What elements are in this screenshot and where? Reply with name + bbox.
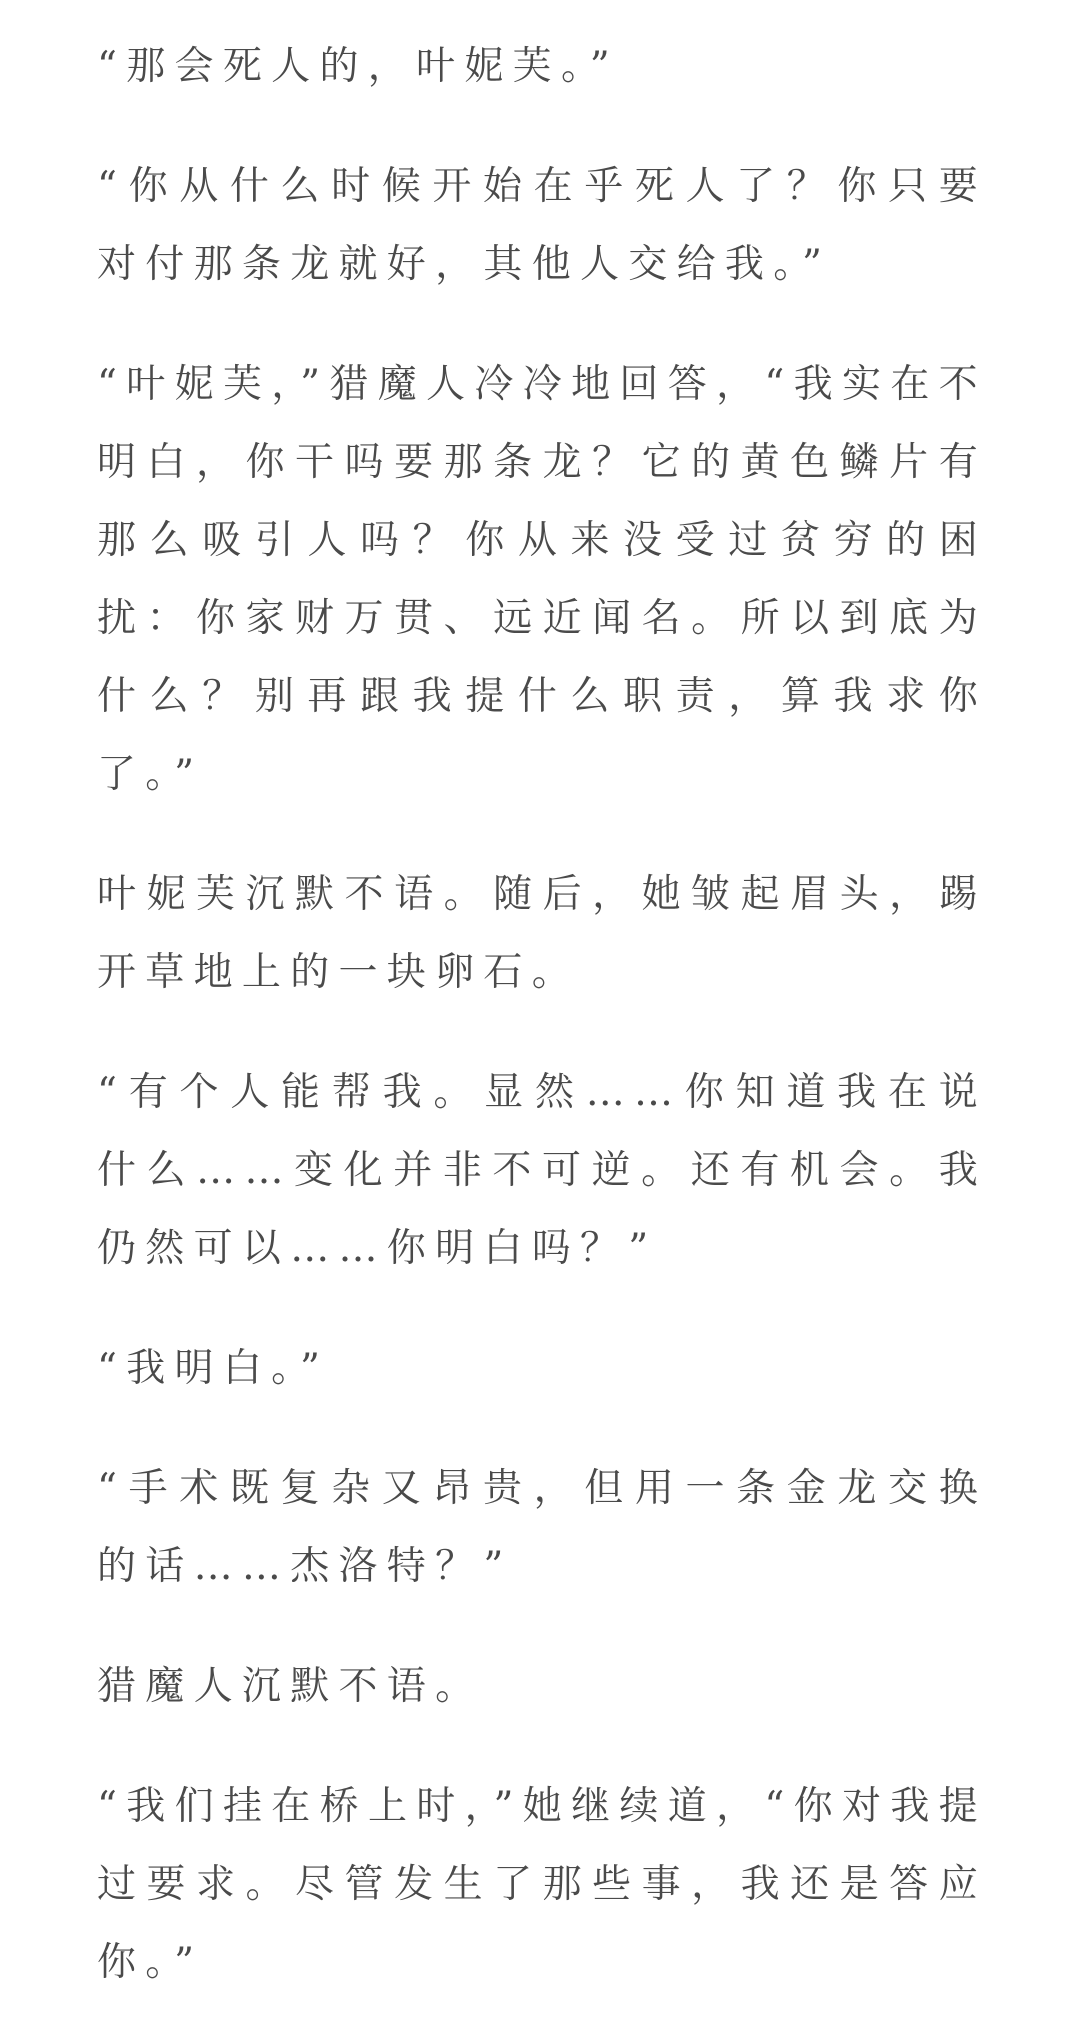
paragraph: “我们挂在桥上时，”她继续道，“你对我提过要求。尽管发生了那些事，我还是答应你。” [97,1784,987,1985]
paragraph: 叶妮芙沉默不语。随后，她皱起眉头，踢开草地上的一块卵石。 [97,872,987,995]
paragraph: “有个人能帮我。显然……你知道我在说什么……变化并非不可逆。还有机会。我仍然可以……你明白吗？” [97,1070,987,1271]
paragraph: 猎魔人沉默不语。 [97,1664,484,1709]
paragraph: “叶妮芙，”猎魔人冷冷地回答，“我实在不明白，你干吗要那条龙？它的黄色鳞片有那么吸引人吗？你从来没受过贫穷的困扰：你家财万贯、远近闻名。所以到底为什么？别再跟我提什么职责，算我求你了。” [97,362,987,797]
paragraph: “我明白。” [97,1346,330,1391]
reading-page [97,28,987,2044]
paragraph: “那会死人的，叶妮芙。” [97,44,619,89]
paragraph: “手术既复杂又昂贵，但用一条金龙交换的话……杰洛特？” [97,1466,987,1589]
paragraph: “你从什么时候开始在乎死人了？你只要对付那条龙就好，其他人交给我。” [97,164,987,287]
